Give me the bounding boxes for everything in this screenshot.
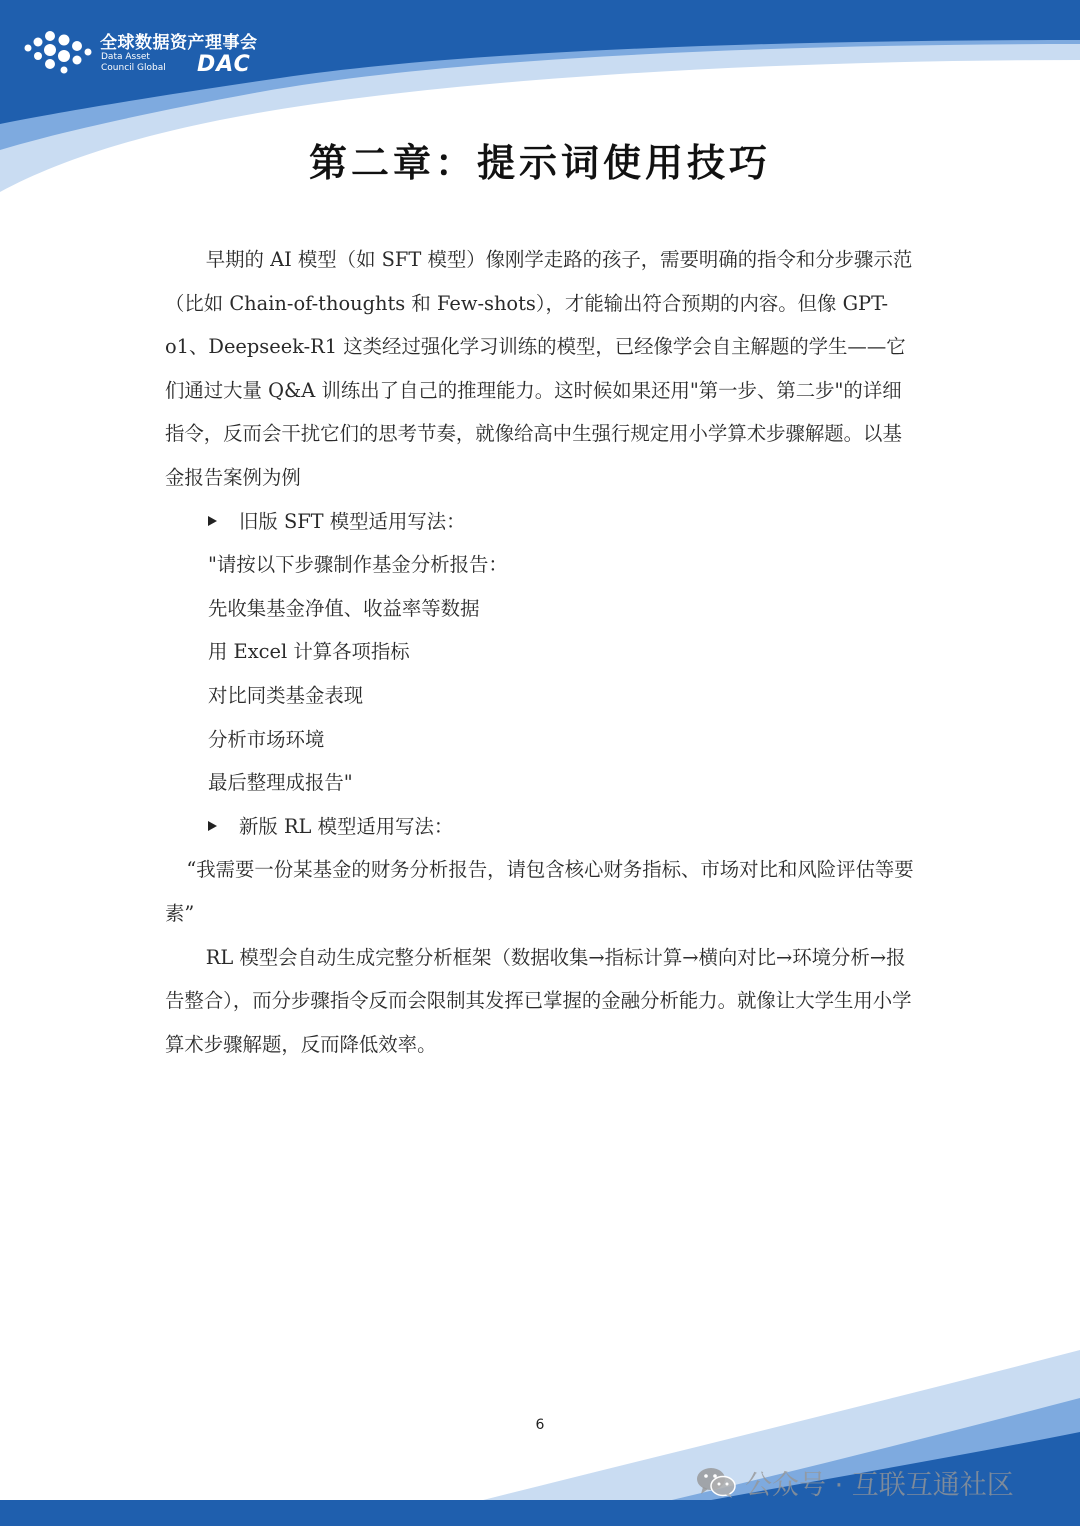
wechat-icon (695, 1465, 737, 1499)
conclusion-paragraph: RL 模型会自动生成完整分析框架（数据收集→指标计算→横向对比→环境分析→报告整合），而分步骤指令反而会限制其发挥已掌握的金融分析能力。就像让大学生用小学算术步骤解题，反而降低效率。 (165, 945, 912, 1056)
old-step-line: 用 Excel 计算各项指标 (208, 640, 410, 664)
old-step-line: 对比同类基金表现 (208, 683, 364, 707)
page-number: 6 (535, 1417, 545, 1433)
old-step-line: 最后整理成报告" (208, 771, 353, 795)
logo-dots-icon (22, 26, 102, 76)
logo-org-name-cn: 全球数据资产理事会 (100, 33, 258, 53)
logo-en-line2: Council Global (101, 63, 166, 73)
logo-en-line1: Data Asset (101, 52, 150, 62)
body-text (165, 238, 917, 1066)
bullet-arrow-icon (208, 516, 217, 526)
old-method-heading (165, 500, 917, 544)
watermark-text: 公众号 · 互联互通社区 (745, 1469, 1014, 1501)
new-method-heading-text: 新版 RL 模型适用写法： (239, 814, 454, 838)
old-step-line: "请按以下步骤制作基金分析报告： (208, 553, 508, 577)
chapter-title: 第二章：提示词使用技巧 (308, 140, 771, 185)
dac-logo (22, 26, 282, 82)
intro-paragraph: 早期的 AI 模型（如 SFT 模型）像刚学走路的孩子，需要明确的指令和分步骤示范（比如 Chain-of-thoughts 和 Few-shots），才能输出符合预期的内容。但像 GPT-o1、Deepseek-R1 这类经过强化学习训练的模型，已经像学会自主解题的学生——它们通过大量 Q&A 训练出了自己的推理能力。这时候如果还用"第一步、第二步"的详细指令，反而会干扰它们的思考节奏，就像给高中生强行规定用小学算术步骤解题。以基金报告案例为例 (165, 248, 913, 489)
watermark (695, 1462, 1014, 1502)
logo-abbr: DAC (197, 52, 251, 77)
old-step-line: 分析市场环境 (208, 727, 325, 751)
new-method-heading (165, 805, 917, 849)
old-step-line: 先收集基金净值、收益率等数据 (208, 596, 480, 620)
bullet-arrow-icon (208, 821, 217, 831)
old-method-heading-text: 旧版 SFT 模型适用写法： (239, 509, 466, 533)
new-method-quote: “我需要一份某基金的财务分析报告，请包含核心财务指标、市场对比和风险评估等要素” (165, 858, 914, 925)
logo-org-name-en (101, 52, 166, 74)
